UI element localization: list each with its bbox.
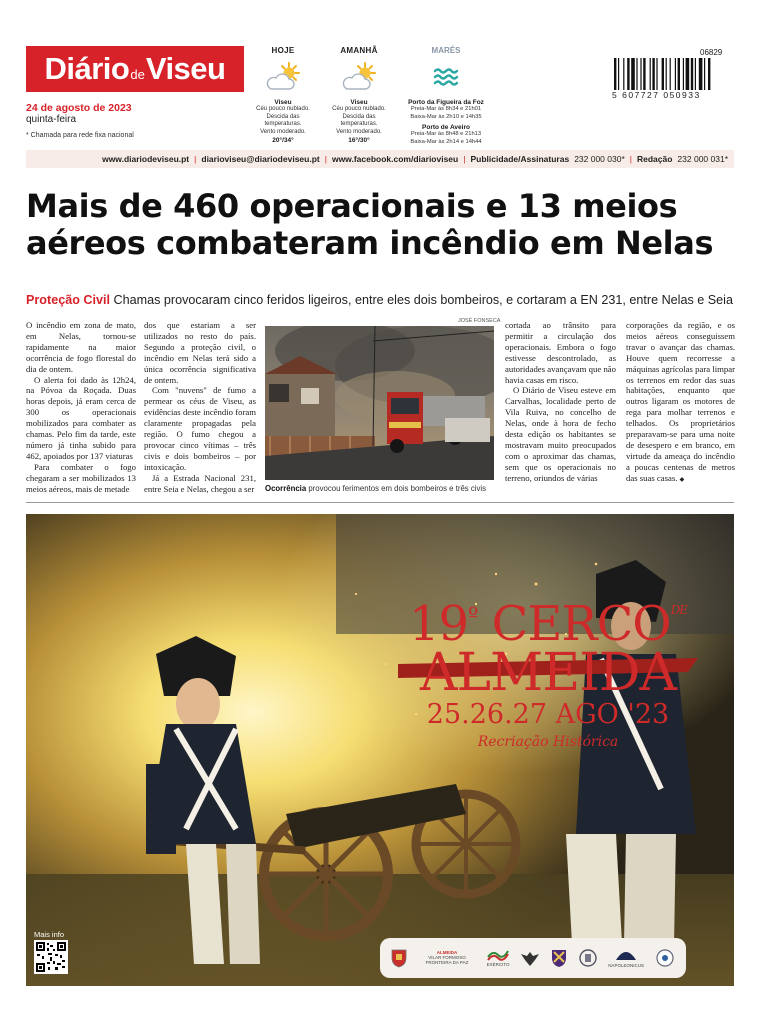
ads-label: Publicidade/Assinaturas — [470, 154, 570, 164]
facebook-link[interactable]: www.facebook.com/diarioviseu — [331, 154, 459, 164]
sponsor-exercito-name: EXÉRCITO — [486, 962, 510, 967]
tides-line-1a: Preia-Mar às 8h34 e 21h01 — [410, 106, 482, 112]
event-edition: 19 — [408, 596, 469, 652]
barcode-digits: 5 607727 050933 — [612, 90, 701, 100]
newspaper-logo[interactable] — [26, 46, 244, 92]
weather-today-temp: 20°/34° — [272, 137, 294, 144]
event-name-de: DE — [670, 603, 688, 617]
sponsor-seal — [578, 948, 598, 968]
weather-tomorrow-desc-3: temperaturas. — [340, 121, 378, 127]
weather-tomorrow-place: Viseu — [350, 99, 368, 106]
edition-number: 06829 — [700, 48, 723, 57]
phone-footnote: * Chamada para rede fixa nacional — [26, 132, 134, 139]
separator: | — [194, 154, 197, 164]
flag-icon — [487, 949, 509, 961]
weather-today-desc-1: Céu pouco nublado. — [256, 106, 310, 112]
article-column-2 — [144, 320, 256, 495]
tides-line-2b: Baixa-Mar às 2h14 e 14h44 — [410, 138, 482, 145]
tides-place-2: Porto de Aveiro — [422, 124, 470, 132]
sponsor-napoleonicus-name: NAPOLEONICUS — [608, 963, 644, 968]
weather-tomorrow — [322, 46, 396, 144]
bicorne-hat-icon — [615, 948, 637, 962]
headline-line-2: aéreos combateram incêndio em Nelas — [26, 224, 714, 262]
tides-box — [400, 46, 492, 146]
weather-today-desc-2: Descida das — [266, 113, 300, 120]
logo-text-viseu: Viseu — [145, 51, 226, 86]
shield-icon — [391, 948, 407, 968]
section-divider — [26, 502, 734, 503]
issue-weekday: quinta-feira — [26, 114, 77, 125]
sun-behind-cloud-icon — [246, 59, 320, 95]
separator: | — [463, 154, 466, 164]
weather-today-desc-4: Vento moderado. — [260, 128, 306, 135]
separator: | — [324, 154, 327, 164]
eagle-icon — [520, 949, 540, 967]
article-lead — [26, 293, 736, 307]
issue-date: 24 de agosto de 2023 — [26, 102, 132, 114]
email-link[interactable]: diarioviseu@diariodeviseu.pt — [201, 154, 320, 164]
barcode — [614, 58, 732, 90]
paragraph: Para combater o fogo chegaram a ser mobilizados 13 meios aéreos, mais de metade — [26, 461, 136, 494]
caption-kicker: Ocorrência — [265, 484, 307, 493]
weather-tomorrow-label: AMANHÃ — [340, 46, 378, 55]
paragraph: O Diário de Viseu esteve em Carvalhas, localidade perto de Vila Ruiva, no concelho de Nelas, onde à hora de fecho desta edição os habitantes se mostravam muito preocupados com o aproximar das chamas, sem que os operacionais no terreno, oriundos de várias — [505, 385, 616, 483]
photo-credit: JOSÉ FONSECA — [458, 318, 501, 324]
paragraph: Com "nuvens" de fumo a permear os céus de Viseu, as evidências deste incêndio foram claramente propagadas pela região. O fumo chegou a provocar cinco vítimas – três civis e dois bombeiros – por intoxicação. — [144, 385, 256, 472]
weather-tomorrow-desc-4: Vento moderado. — [336, 128, 382, 135]
event-dates: 25.26.27 AGO '23 — [426, 699, 670, 730]
article-column-5 — [626, 320, 735, 486]
sponsor-almeida-sub: VILAR FORMOSO FRONTEIRA DA PAZ — [425, 955, 469, 965]
paragraph: dos que estariam a ser utilizados no resto do país. Segundo a proteção civil, o incêndio em Nelas terá sido a única ocorrência significativa de ontem. — [144, 320, 256, 385]
weather-today — [246, 46, 320, 144]
sponsor-crest — [551, 948, 567, 968]
weather-tomorrow-temp: 16°/30° — [348, 137, 370, 144]
event-subtitle: Recriação Histórica — [477, 734, 619, 750]
seal-icon — [578, 948, 598, 968]
caption-text: provocou ferimentos em dois bombeiros e três civis — [308, 484, 487, 493]
newsroom-phone[interactable]: 232 000 031* — [677, 154, 728, 164]
article-kicker: Proteção Civil — [26, 293, 110, 307]
event-name-cerco: CERCO — [491, 596, 671, 652]
main-headline[interactable] — [26, 188, 736, 262]
tides-line-1b: Baixa-Mar às 2h10 e 14h35 — [410, 113, 482, 120]
weather-today-place: Viseu — [274, 99, 292, 106]
sun-behind-cloud-icon — [322, 59, 396, 95]
paragraph: cortada ao trânsito para permitir a circulação dos operacionais. Embora o fogo estivesse descontrolado, as autoridades avançavam que não havia casas em risco. — [505, 320, 616, 385]
weather-tomorrow-desc-2: Descida das — [342, 113, 376, 120]
event-name-almeida: ALMEIDA — [419, 643, 677, 703]
sponsor-circle — [655, 948, 675, 968]
crest-icon — [551, 948, 567, 968]
website-link[interactable]: www.diariodeviseu.pt — [102, 154, 190, 164]
tides-place-1: Porto da Figueira da Foz — [408, 99, 484, 106]
weather-tomorrow-desc-1: Céu pouco nublado. — [332, 106, 386, 112]
weather-today-label: HOJE — [271, 46, 295, 55]
photo-caption — [265, 484, 500, 493]
paragraph-text: corporações da região, e os meios aéreos conseguissem travar o avançar das chamas. Houve quem recorresse a máquinas agrícolas para limpar os terrenos em redor das suas habitações, enquanto que outros ligaram os motores de rega para molhar terrenos e telhados. Os proprietários preparavam-se para uma noite de desespero e em branco, em virtude da ameaça do incêndio a poucas centenas de metros das suas casas. — [626, 320, 735, 483]
paragraph — [626, 320, 735, 486]
paragraph: O incêndio em zona de mato, em Nelas, tornou-se rapidamente na maior ocorrência de fogo florestal do dia de ontem. — [26, 320, 136, 374]
cerco-de-almeida-advertisement[interactable] — [26, 514, 734, 986]
ad-illustration — [26, 514, 734, 986]
tides-label: MARÉS — [431, 46, 461, 55]
headline-line-1: Mais de 460 operacionais e 13 meios — [26, 187, 678, 225]
end-mark: ◆ — [679, 476, 685, 483]
logo-text-diario: Diário — [44, 51, 130, 86]
tides-line-2a: Preia-Mar às 8h48 e 21h13 — [410, 131, 482, 138]
article-column-4 — [505, 320, 616, 484]
weather-today-desc-3: temperaturas. — [264, 121, 302, 127]
waves-icon — [400, 59, 492, 95]
article-lead-text: Chamas provocaram cinco feridos ligeiros, entre eles dois bombeiros, e cortaram a EN 231, entre Nelas e Seia — [113, 293, 733, 307]
fire-truck-photo[interactable] — [265, 326, 494, 480]
sponsor-napoleonicus — [608, 948, 644, 968]
sponsor-coat-of-arms — [391, 948, 407, 968]
event-title — [398, 586, 698, 750]
more-info-label: Mais info — [34, 930, 65, 939]
event-title-line-1 — [398, 586, 698, 652]
sponsor-strip — [380, 938, 686, 978]
sponsor-almeida-name: ALMEIDA — [436, 950, 458, 956]
ads-phone[interactable]: 232 000 030* — [574, 154, 625, 164]
event-edition-suffix: º — [468, 604, 478, 629]
sponsor-eagle — [520, 949, 540, 967]
sponsor-exercito — [487, 949, 510, 967]
paragraph: Já a Estrada Nacional 231, entre Seia e Nelas, chegou a ser — [144, 472, 256, 494]
contact-bar — [26, 150, 734, 168]
separator: | — [629, 154, 632, 164]
qr-code[interactable] — [34, 940, 68, 974]
paragraph: O alerta foi dado às 12h24, na Póvoa da Roçada. Duas horas depois, já eram cerca de 300 os operacionais mobilizados para combater as chamas. Pelo fim da tarde, este número já tinha subido para 462, apoiados por 137 viaturas — [26, 374, 136, 461]
logo-text-de: de — [130, 67, 145, 82]
circle-logo-icon — [655, 948, 675, 968]
article-column-1 — [26, 320, 136, 495]
sponsor-almeida — [418, 950, 476, 966]
newsroom-label: Redação — [636, 154, 673, 164]
